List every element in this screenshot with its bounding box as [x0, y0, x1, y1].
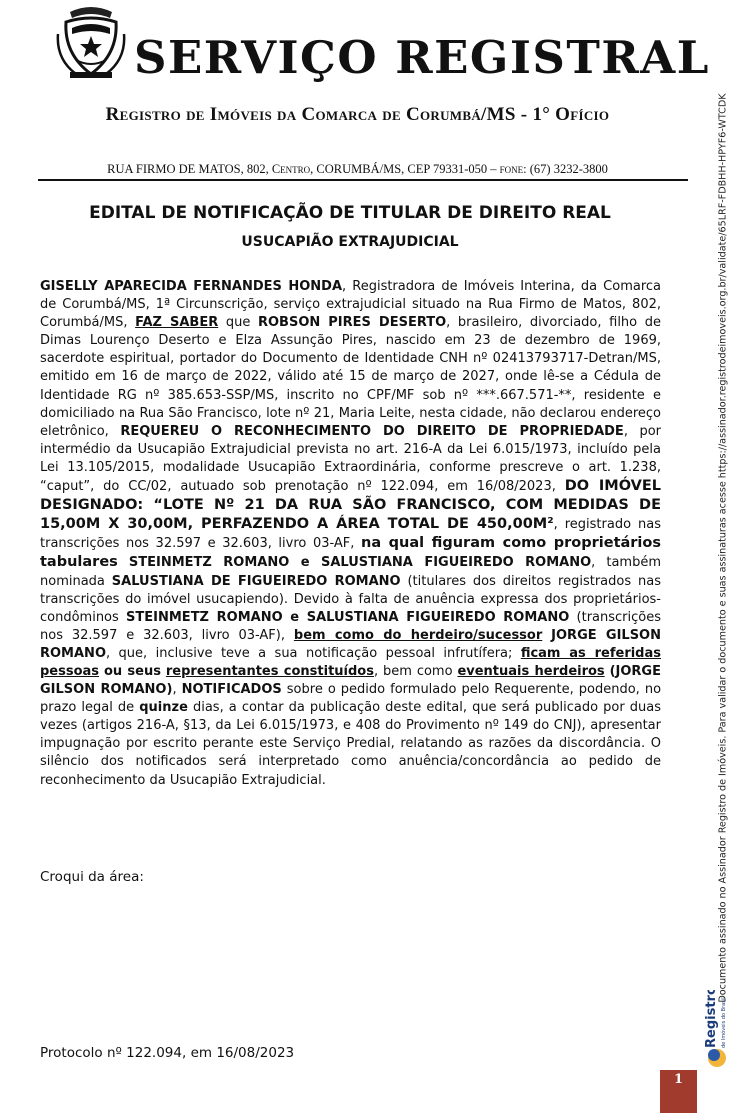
header-divider [38, 179, 688, 181]
body-text-segment: , também nominada [40, 555, 662, 589]
heir-phrase: bem como do herdeiro/sucessor [293, 627, 543, 643]
owner-alias: SALUSTIANA DE FIGUEIREDO ROMANO [111, 573, 401, 589]
body-text-segment: dias, a contar da publicação deste edital, que será publicado por duas vezes (artigos 216-A, §13, da Lei 6.015/1973, e 408 do Provimento nº 149 do CNJ), apresentar impugnação por escrito perante este Serviço Predial, relatando as razões da discordância. O silêncio dos notificados será interpretado como anuência/concordância ao pedido de reconhecimento da Usucapião Extrajudicial. [40, 700, 661, 788]
office-brand-name: SERVIÇO REGISTRAL [134, 31, 710, 84]
body-text-segment: , Registradora de Imóveis Interina, da Comarca de Corumbá/MS, 1ª Circunscrição, serviço extrajudicial situado na Rua Firmo de Matos, 802, Corumbá/MS, [40, 279, 661, 331]
applicant-name: ROBSON PIRES DESERTO [257, 315, 447, 331]
notified-persons-phrase: ficam as referidas pessoas [40, 645, 662, 679]
property-designation: DO IMÓVEL DESIGNADO: “LOTE Nº 21 DA RUA SÃO FRANCISCO, COM MEDIDAS DE 15,00M X 30,00M, PERFAZENDO A ÁREA TOTAL DE 450,00M² [40, 478, 661, 533]
body-text-segment: , registrado nas transcrições nos 32.597 e 32.603, livro 03-AF, [40, 517, 662, 552]
body-text-segment: , brasileiro, divorciado, filho de Dimas Lourenço Deserto e Elza Assunção Pires, nascido em 23 de dezembro de 1969, sacerdote espiritual, portador do Documento de Identidade CNH nº 02413793717-Detran/MS, emitido em 16 de março de 2022, válido até 15 de março de 2027, onde lê-se a Cédula de Identidade RG nº 385.653-SSP/MS, inscrito no CPF/MF sob nº ***.667.571-**, residente e domiciliado na Rua São Francisco, lote nº 21, Maria Leite, nesta cidade, não declarou endereço eletrônico, [40, 315, 661, 439]
document-title: EDITAL DE NOTIFICAÇÃO DE TITULAR DE DIREITO REAL [89, 203, 611, 223]
body-text-segment: , [172, 682, 182, 698]
deadline-word: quinze [139, 700, 188, 716]
office-name: Registro de Imóveis da Comarca de Corumbá/MS - 1° Ofício [105, 104, 610, 125]
heir-name: JORGE GILSON ROMANO [40, 627, 661, 661]
heir-name-2: (JORGE GILSON ROMANO) [40, 663, 661, 698]
body-text-segment [542, 628, 551, 643]
logo-subtext: de Imóveis do Brasil [721, 997, 727, 1048]
office-address: RUA FIRMO DE MATOS, 802, Centro, CORUMBÁ/MS, CEP 79331-050 – fone: (67) 3232-3800 [107, 162, 608, 176]
owners-names-2: STEINMETZ ROMANO e SALUSTIANA FIGUEIREDO ROMANO [126, 609, 570, 625]
body-text-segment: (transcrições nos 32.597 e 32.603, livro 03-AF), [40, 609, 662, 643]
registrar-name: GISELLY APARECIDA FERNANDES HONDA [40, 279, 343, 294]
representatives-phrase: representantes constituídos [165, 663, 374, 679]
request-statement: REQUEREU O RECONHECIMENTO DO DIREITO DE PROPRIEDADE [120, 423, 624, 439]
registro-de-imoveis-logo-icon [695, 990, 735, 1070]
eventual-heirs-phrase: eventuais herdeiros [457, 663, 605, 679]
body-text-segment: , por intermédio da Usucapião Extrajudicial prevista no art. 216-A da Lei 6.015/1973, incluído pela Lei 13.105/2015, modalidade Usucapião Extraordinária, conforme prescreve o art. 1.238, “caput”, do CC/02, autuado sob prenotação nº 122.094, em 16/08/2023, [40, 423, 661, 495]
body-text-segment: sobre o pedido formulado pelo Requerente, podendo, no prazo legal de [40, 682, 662, 716]
croqui-label: Croqui da área: [40, 869, 144, 885]
page-number: 1 [673, 1072, 684, 1087]
owners-intro: na qual figuram como proprietários tabulares [40, 535, 661, 571]
body-text-segment: , bem como [373, 663, 458, 679]
signature-validation-text: Documento assinado no Assinador Registro de Imóveis. Para validar o documento e suas assinaturas acesse https://assinador.registrodeimoveis.org.br/validate/65LRF-FDBHH-HPYF6-WTCDK [717, 93, 729, 1003]
edital-body [40, 278, 661, 790]
state-coat-of-arms-icon [56, 4, 126, 80]
protocol-line: Protocolo nº 122.094, em 16/08/2023 [40, 1045, 295, 1061]
or-their-phrase: ou seus [103, 663, 161, 679]
body-text-segment: que [218, 315, 258, 331]
body-text-segment: (titulares dos direitos registrados nas transcrições do imóvel usucapiendo). Devido à falta de anuência expressa dos proprietários-condôminos [40, 573, 661, 625]
document-subtitle: USUCAPIÃO EXTRAJUDICIAL [241, 234, 459, 250]
notified-word: NOTIFICADOS [181, 682, 282, 698]
owners-names: STEINMETZ ROMANO e SALUSTIANA FIGUEIREDO ROMANO [128, 555, 592, 571]
signature-validation-note [715, 93, 731, 1003]
faz-saber: FAZ SABER [135, 315, 219, 331]
logo-text: Registro [704, 990, 719, 1048]
body-text-segment: , que, inclusive teve a sua notificação pessoal infrutífera; [106, 645, 521, 661]
body-text-segment [118, 555, 129, 570]
